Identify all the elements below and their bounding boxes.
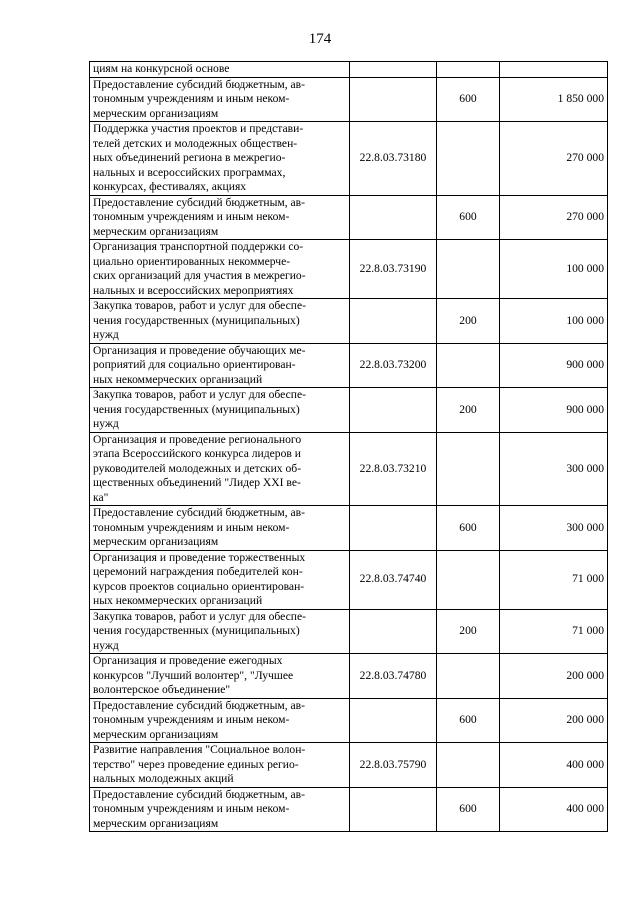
name-cell: Организация транспортной поддержки со- циально ориентированных некоммерче- ских организаций для участия в межрегио- нальных и всероссийских мероприятиях [90,240,350,299]
table-row [90,506,608,551]
table-row [90,343,608,388]
code-cell [350,388,437,433]
name-cell: Предоставление субсидий бюджетным, ав- тономным учреждениям и иным неком- мерческим организациям [90,787,350,832]
table-row [90,388,608,433]
amount-cell: 400 000 [500,787,608,832]
budget-table-body [90,62,608,832]
expense-type-cell [437,432,500,506]
code-cell [350,506,437,551]
amount-cell: 200 000 [500,698,608,743]
name-cell: Предоставление субсидий бюджетным, ав- тономным учреждениям и иным неком- мерческим организациям [90,506,350,551]
code-cell [350,77,437,122]
amount-cell: 900 000 [500,343,608,388]
amount-cell: 1 850 000 [500,77,608,122]
name-cell: Закупка товаров, работ и услуг для обеспе- чения государственных (муниципальных) нужд [90,609,350,654]
table-row [90,122,608,196]
name-cell: Закупка товаров, работ и услуг для обеспе- чения государственных (муниципальных) нужд [90,388,350,433]
name-cell: Поддержка участия проектов и представи- телей детских и молодежных обществен- ных объединений региона в межрегио- нальных и всероссийских программах, конкурсах, фестивалях, акциях [90,122,350,196]
table-row [90,743,608,788]
expense-type-cell: 600 [437,698,500,743]
code-cell: 22.8.03.73210 [350,432,437,506]
table-row [90,698,608,743]
amount-cell: 300 000 [500,432,608,506]
expense-type-cell: 600 [437,195,500,240]
budget-table [89,61,608,832]
code-cell [350,195,437,240]
table-row [90,240,608,299]
expense-type-cell [437,343,500,388]
amount-cell [500,62,608,78]
code-cell [350,299,437,344]
code-cell: 22.8.03.73180 [350,122,437,196]
amount-cell: 71 000 [500,609,608,654]
table-row [90,62,608,78]
amount-cell: 270 000 [500,195,608,240]
table-row [90,299,608,344]
table-row [90,195,608,240]
table-row [90,609,608,654]
expense-type-cell [437,62,500,78]
expense-type-cell [437,654,500,699]
expense-type-cell: 200 [437,388,500,433]
expense-type-cell [437,240,500,299]
code-cell: 22.8.03.73200 [350,343,437,388]
code-cell [350,787,437,832]
code-cell: 22.8.03.73190 [350,240,437,299]
name-cell: Предоставление субсидий бюджетным, ав- тономным учреждениям и иным неком- мерческим организациям [90,77,350,122]
expense-type-cell [437,743,500,788]
table-row [90,432,608,506]
amount-cell: 400 000 [500,743,608,788]
amount-cell: 270 000 [500,122,608,196]
name-cell: циям на конкурсной основе [90,62,350,78]
expense-type-cell: 600 [437,787,500,832]
table-row [90,77,608,122]
expense-type-cell [437,122,500,196]
amount-cell: 71 000 [500,550,608,609]
name-cell: Организация и проведение обучающих ме- роприятий для социально ориентирован- ных некоммерческих организаций [90,343,350,388]
name-cell: Предоставление субсидий бюджетным, ав- тономным учреждениям и иным неком- мерческим организациям [90,195,350,240]
expense-type-cell: 600 [437,506,500,551]
code-cell [350,609,437,654]
name-cell: Организация и проведение торжественных церемоний награждения победителей кон- курсов проектов социально ориентирован- ных некоммерческих организаций [90,550,350,609]
code-cell [350,62,437,78]
code-cell: 22.8.03.75790 [350,743,437,788]
code-cell: 22.8.03.74780 [350,654,437,699]
amount-cell: 100 000 [500,240,608,299]
amount-cell: 100 000 [500,299,608,344]
name-cell: Развитие направления "Социальное волон- терство" через проведение единых регио- нальных молодежных акций [90,743,350,788]
table-row [90,654,608,699]
table-row [90,550,608,609]
code-cell: 22.8.03.74740 [350,550,437,609]
name-cell: Организация и проведение ежегодных конкурсов "Лучший волонтер", "Лучшее волонтерское объединение" [90,654,350,699]
name-cell: Закупка товаров, работ и услуг для обеспе- чения государственных (муниципальных) нужд [90,299,350,344]
expense-type-cell: 200 [437,609,500,654]
code-cell [350,698,437,743]
table-row [90,787,608,832]
expense-type-cell [437,550,500,609]
name-cell: Организация и проведение регионального этапа Всероссийского конкурса лидеров и руководителей молодежных и детских об- щественных объединений "Лидер XXI ве- ка" [90,432,350,506]
amount-cell: 200 000 [500,654,608,699]
expense-type-cell: 200 [437,299,500,344]
name-cell: Предоставление субсидий бюджетным, ав- тономным учреждениям и иным неком- мерческим организациям [90,698,350,743]
amount-cell: 900 000 [500,388,608,433]
amount-cell: 300 000 [500,506,608,551]
page-number: 174 [308,31,332,47]
expense-type-cell: 600 [437,77,500,122]
